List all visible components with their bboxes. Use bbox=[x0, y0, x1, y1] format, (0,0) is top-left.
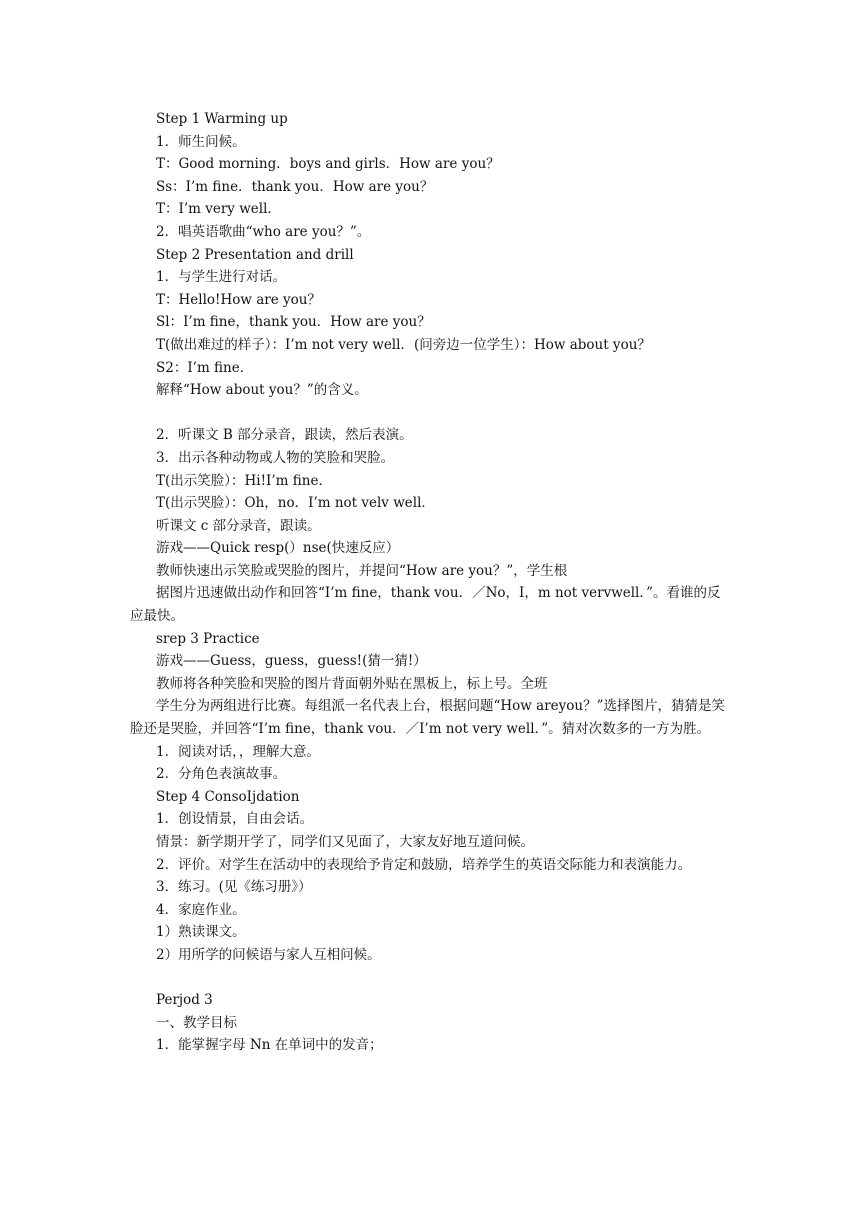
text-line: T：Good morning．boys and girls．How are you？ bbox=[156, 156, 500, 173]
document-body bbox=[130, 108, 732, 1057]
text-line: Step 2 Presentation and drill bbox=[156, 246, 354, 263]
text-line: 听课文 c 部分录音，跟读。 bbox=[156, 517, 321, 534]
paragraph: 2．评价。对学生在活动中的表现给予肯定和鼓励，培养学生的英语交际能力和表演能力。 bbox=[156, 856, 692, 873]
text-line: 2）用所学的问候语与家人互相问候。 bbox=[156, 946, 381, 963]
blank-line bbox=[130, 967, 732, 990]
text-line: 解释“How about you？”的含义。 bbox=[156, 382, 368, 399]
text-line: 1．阅读对话，，理解大意。 bbox=[156, 743, 320, 760]
text-line: 4．家庭作业。 bbox=[156, 901, 246, 918]
text-line: 2．分角色表演故事。 bbox=[156, 766, 287, 783]
text-line: srep 3 Practice bbox=[156, 630, 260, 647]
text-line: 一、教学目标 bbox=[156, 1014, 237, 1031]
text-line: T(出示笑脸）：Hi!I’m fine． bbox=[156, 472, 332, 489]
text-line: 情景：新学期开学了，同学们又见面了，大家友好地互道问候。 bbox=[156, 834, 534, 850]
text-line: 1）熟读课文。 bbox=[156, 924, 246, 941]
text-line: Step 1 Warming up bbox=[156, 111, 288, 127]
section-heading: Perjod 3 bbox=[156, 992, 213, 1009]
text-line: Sl：I’m fine，thank you．How are you？ bbox=[156, 314, 431, 331]
text-line: 教师将各种笑脸和哭脸的图片背面朝外贴在黑板上，标上号。全班 bbox=[156, 675, 548, 692]
paragraph: 据图片迅速做出动作和回答“I’m fine，thank vou．／No，I，m not vervwell．”。看谁的反应最快。 bbox=[130, 585, 721, 625]
text-line: T：Hello!How are you？ bbox=[156, 291, 321, 308]
text-line: 1．创设情景，自由会话。 bbox=[156, 811, 314, 828]
text-line: 2．听课文 B 部分录音，跟读，然后表演。 bbox=[156, 427, 413, 444]
text-line: Ss：I’m fine．thank you．How are you？ bbox=[156, 178, 434, 195]
text-line: 教师快速出示笑脸或哭脸的图片，并提问“How are you？”，学生根 bbox=[156, 562, 568, 579]
text-line: 1．师生问候。 bbox=[156, 133, 246, 150]
text-line: 1．能掌握字母 Nn 在单词中的发音； bbox=[156, 1037, 383, 1054]
paragraph: 学生分为两组进行比赛。每组派一名代表上台，根据问题“How areyou？”选择图片，猜猜是笑脸还是哭脸，并回答“I’m fine，thank vou．／I’m not very well．”。猜对次数多的一方为胜。 bbox=[130, 698, 725, 738]
text-line: T(出示哭脸）：Oh，no．I’m not velv well． bbox=[156, 495, 435, 512]
text-line: 2．唱英语歌曲“who are you？”。 bbox=[156, 223, 371, 240]
text-line: 游戏——Quick resp(）nse(快速反应） bbox=[156, 540, 400, 557]
text-line: T(做出难过的样子）：I’m not very well．(问旁边一位学生）：How about you？ bbox=[156, 336, 651, 353]
text-line: T：I’m very well． bbox=[156, 201, 281, 218]
text-line: 3．练习。(见《练习册》） bbox=[156, 879, 312, 896]
text-line: 1．与学生进行对话。 bbox=[156, 269, 287, 286]
text-line: Step 4 ConsoIjdation bbox=[156, 788, 300, 805]
blank-line bbox=[130, 402, 732, 425]
text-line: 游戏——Guess，guess，guess!(猜一猜!） bbox=[156, 653, 427, 670]
text-line: 3．出示各种动物或人物的笑脸和哭脸。 bbox=[156, 449, 395, 466]
text-line: S2：I’m fine． bbox=[156, 359, 254, 376]
